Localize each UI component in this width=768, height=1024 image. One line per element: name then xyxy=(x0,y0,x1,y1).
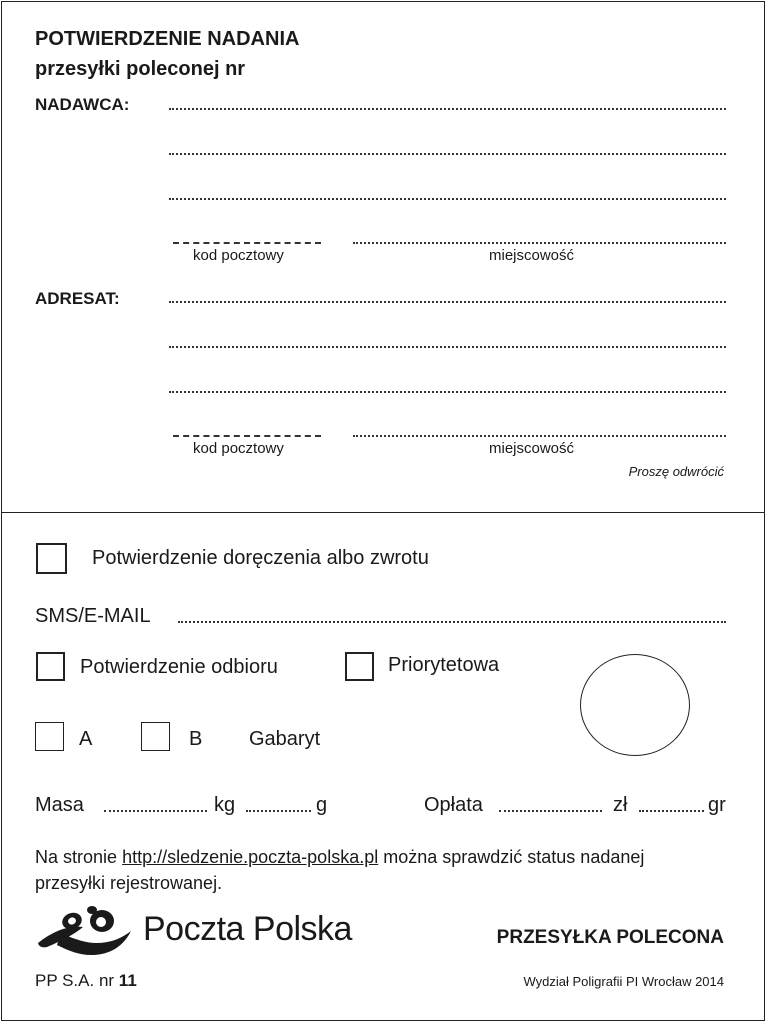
size-category-label: Gabaryt xyxy=(249,728,321,750)
delivery-confirmation-label: Potwierdzenie doręczenia albo zwrotu xyxy=(92,547,429,569)
pp-number-value: 11 xyxy=(118,971,137,990)
tracking-info-line-2: przesyłki rejestrowanej. xyxy=(35,873,223,893)
sender-city-label: miejscowość xyxy=(489,247,575,264)
priority-checkbox[interactable] xyxy=(345,652,374,681)
recipient-label: ADRESAT: xyxy=(35,289,120,308)
size-a-label: A xyxy=(79,728,93,750)
sender-label: NADAWCA: xyxy=(35,95,130,114)
tracking-info-prefix: Na stronie xyxy=(35,847,118,867)
recipient-postal-code-field[interactable] xyxy=(173,435,321,437)
printer-info: Wydział Poligrafii PI Wrocław 2014 xyxy=(523,974,724,989)
receipt-confirmation-label: Potwierdzenie odbioru xyxy=(80,656,278,678)
sms-email-field[interactable] xyxy=(178,621,726,623)
pp-number xyxy=(35,971,137,991)
sender-line-3[interactable] xyxy=(169,198,726,200)
g-unit: g xyxy=(316,794,328,816)
sender-postal-code-field[interactable] xyxy=(173,242,321,244)
postmark-stamp-circle xyxy=(580,654,690,756)
form-subtitle: przesyłki poleconej nr xyxy=(35,58,246,80)
mass-label: Masa xyxy=(35,794,84,816)
fee-gr-field[interactable] xyxy=(639,810,704,812)
sender-city-field[interactable] xyxy=(353,242,726,244)
recipient-city-field[interactable] xyxy=(353,435,726,437)
poczta-polska-logo-icon xyxy=(35,905,135,957)
recipient-line-3[interactable] xyxy=(169,391,726,393)
form-title: POTWIERDZENIE NADANIA xyxy=(35,28,300,50)
sms-email-label: SMS/E-MAIL xyxy=(35,605,151,627)
priority-label: Priorytetowa xyxy=(388,654,500,676)
mass-kg-field[interactable] xyxy=(104,810,207,812)
recipient-line-2[interactable] xyxy=(169,346,726,348)
postal-receipt-form xyxy=(1,1,765,1021)
kg-unit: kg xyxy=(214,794,236,816)
fee-label: Opłata xyxy=(424,794,483,816)
turn-over-note: Proszę odwrócić xyxy=(628,464,724,479)
gr-unit: gr xyxy=(708,794,726,816)
sender-line-2[interactable] xyxy=(169,153,726,155)
pp-prefix: PP S.A. nr xyxy=(35,971,115,990)
brand-name: Poczta Polska xyxy=(143,910,352,948)
size-a-checkbox[interactable] xyxy=(35,722,64,751)
zl-unit: zł xyxy=(613,794,628,816)
mass-g-field[interactable] xyxy=(246,810,311,812)
sender-postal-code-label: kod pocztowy xyxy=(193,247,284,264)
receipt-confirmation-checkbox[interactable] xyxy=(36,652,65,681)
recipient-postal-code-label: kod pocztowy xyxy=(193,440,284,457)
recipient-line-1[interactable] xyxy=(169,301,726,303)
sender-line-1[interactable] xyxy=(169,108,726,110)
tracking-info-suffix: można sprawdzić status nadanej xyxy=(383,847,645,867)
registered-mail-label: PRZESYŁKA POLECONA xyxy=(496,927,724,948)
size-b-checkbox[interactable] xyxy=(141,722,170,751)
tracking-link[interactable]: http://sledzenie.poczta-polska.pl xyxy=(122,847,379,867)
fee-zl-field[interactable] xyxy=(499,810,602,812)
recipient-city-label: miejscowość xyxy=(489,440,575,457)
section-divider xyxy=(2,512,764,513)
size-b-label: B xyxy=(189,728,203,750)
delivery-confirmation-checkbox[interactable] xyxy=(36,543,67,574)
tracking-info-line-1 xyxy=(35,847,644,868)
